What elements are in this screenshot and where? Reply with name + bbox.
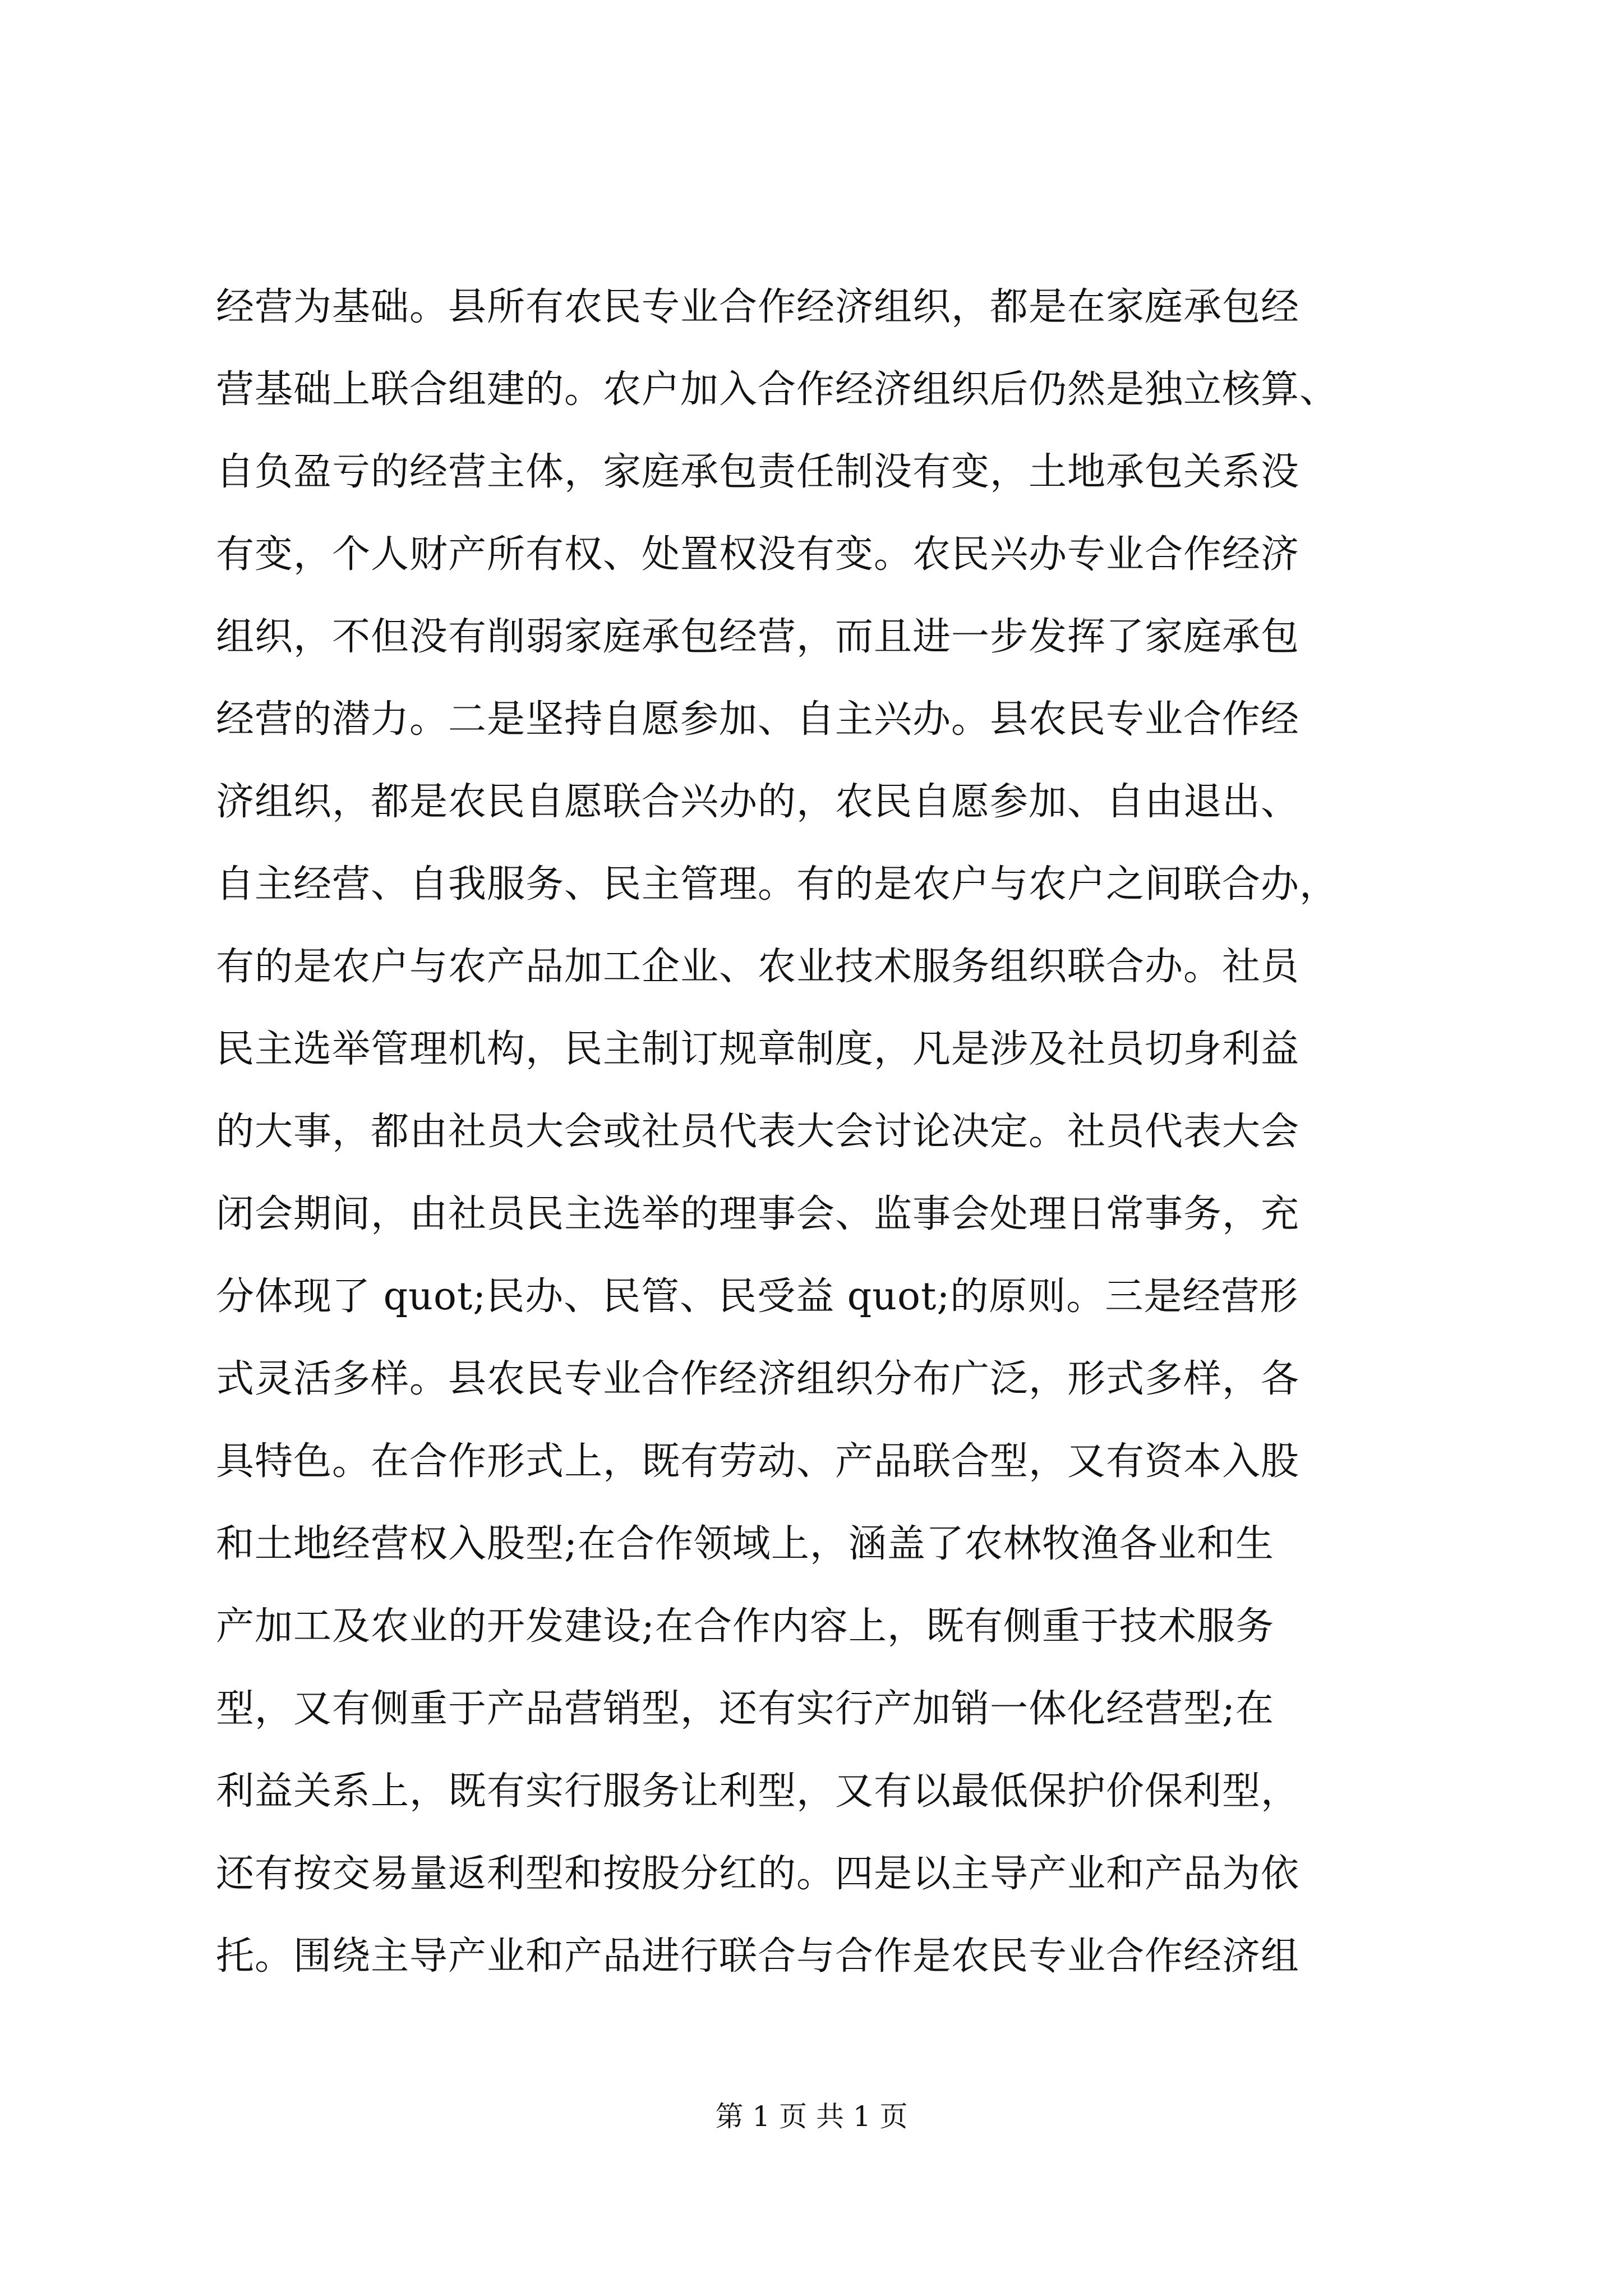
text-line: 经营为基础。县所有农民专业合作经济组织，都是在家庭承包经	[216, 285, 1300, 329]
text-line: 托。围绕主导产业和产品进行联合与合作是农民专业合作经济组	[216, 1934, 1300, 1978]
text-line: 营基础上联合组建的。农户加入合作经济组织后仍然是独立核算、	[216, 367, 1339, 412]
text-line: 和土地经营权入股型;在合作领域上，涵盖了农林牧渔各业和生	[216, 1522, 1274, 1566]
text-line: 有变，个人财产所有权、处置权没有变。农民兴办专业合作经济	[216, 532, 1300, 577]
text-line: 型，又有侧重于产品营销型，还有实行产加销一体化经营型;在	[216, 1687, 1274, 1731]
text-line: 式灵活多样。县农民专业合作经济组织分布广泛，形式多样，各	[216, 1357, 1300, 1401]
text-line: 产加工及农业的开发建设;在合作内容上，既有侧重于技术服务	[216, 1604, 1274, 1649]
text-line: 还有按交易量返利型和按股分红的。四是以主导产业和产品为依	[216, 1852, 1300, 1896]
text-line: 闭会期间，由社员民主选举的理事会、监事会处理日常事务，充	[216, 1192, 1300, 1236]
text-line: 有的是农户与农产品加工企业、农业技术服务组织联合办。社员	[216, 945, 1300, 989]
text-line: 自主经营、自我服务、民主管理。有的是农户与农户之间联合办，	[216, 862, 1339, 907]
text-line: 具特色。在合作形式上，既有劳动、产品联合型，又有资本入股	[216, 1439, 1300, 1484]
text-line: 经营的潜力。二是坚持自愿参加、自主兴办。县农民专业合作经	[216, 697, 1300, 742]
text-line: 民主选举管理机构，民主制订规章制度，凡是涉及社员切身利益	[216, 1027, 1300, 1071]
text-line: 利益关系上，既有实行服务让利型，又有以最低保护价保利型，	[216, 1769, 1300, 1814]
text-line: 组织，不但没有削弱家庭承包经营，而且进一步发挥了家庭承包	[216, 615, 1300, 659]
page-footer: 第 1 页 共 1 页	[715, 2100, 908, 2133]
text-line: 分体现了 quot;民办、民管、民受益 quot;的原则。三是经营形	[216, 1274, 1299, 1319]
text-line: 济组织，都是农民自愿联合兴办的，农民自愿参加、自由退出、	[216, 780, 1300, 824]
text-line: 自负盈亏的经营主体，家庭承包责任制没有变，土地承包关系没	[216, 450, 1300, 494]
text-line: 的大事，都由社员大会或社员代表大会讨论决定。社员代表大会	[216, 1110, 1300, 1154]
document-body	[216, 266, 1517, 1998]
